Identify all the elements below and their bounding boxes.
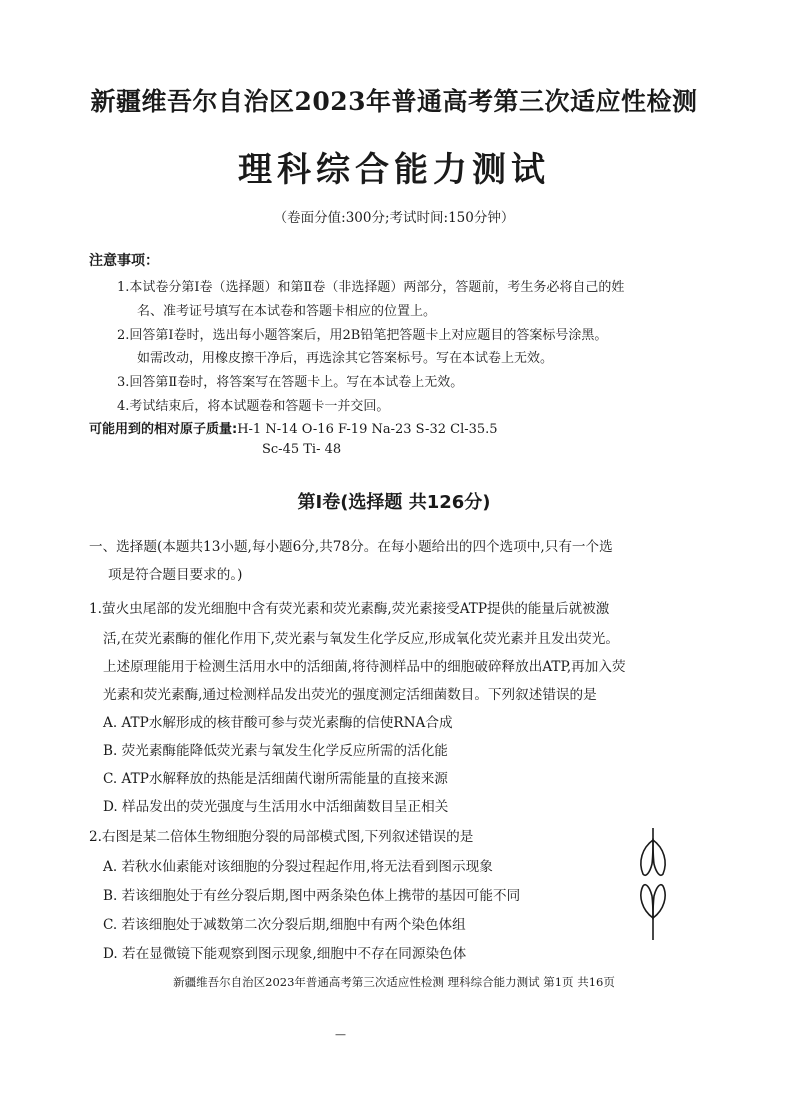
question-1-stem: 上述原理能用于检测生活用水中的活细菌,将待测样品中的细胞破碎释放出ATP,再加入荧	[103, 659, 626, 675]
section-instruction: 项是符合题目要求的。)	[108, 567, 243, 583]
question-1-option-a: A. ATP水解形成的核苷酸可参与荧光素酶的信使RNA合成	[103, 715, 453, 731]
chromosome-top	[641, 828, 665, 875]
atomic-masses-line1: H-1 N-14 O-16 F-19 Na-23 S-32 Cl-35.5	[237, 422, 498, 437]
section-title: 第Ⅰ卷(选择题 共126分)	[297, 492, 491, 513]
question-2-option-b: B. 若该细胞处于有丝分裂后期,图中两条染色体上携带的基因可能不同	[103, 888, 521, 904]
question-2-stem: 2.右图是某二倍体生物细胞分裂的局部模式图,下列叙述错误的是	[89, 829, 474, 845]
exam-title: 新疆维吾尔自治区2023年普通高考第三次适应性检测	[90, 87, 698, 116]
exam-info: （卷面分值:300分;考试时间:150分钟）	[273, 210, 515, 226]
note-item: 4.考试结束后，将本试题卷和答题卡一并交回。	[117, 399, 390, 414]
question-1-option-d: D. 样品发出的荧光强度与生活用水中活细菌数目呈正相关	[103, 799, 449, 815]
note-item: 2.回答第Ⅰ卷时，选出每小题答案后，用2B铅笔把答题卡上对应题目的答案标号涂黑。	[117, 328, 608, 343]
question-1-option-c: C. ATP水解释放的热能是活细菌代谢所需能量的直接来源	[103, 771, 448, 787]
question-1-stem: 光素和荧光素酶,通过检测样品发出荧光的强度测定活细菌数目。下列叙述错误的是	[103, 687, 597, 703]
page-mark: —	[335, 1028, 346, 1041]
page-footer: 新疆维吾尔自治区2023年普通高考第三次适应性检测 理科综合能力测试 第1页 共16页	[173, 975, 615, 989]
question-1-stem: 活,在荧光素酶的催化作用下,荧光素与氧发生化学反应,形成氧化荧光素并且发出荧光。	[103, 631, 619, 647]
question-2-option-a: A. 若秋水仙素能对该细胞的分裂过程起作用,将无法看到图示现象	[103, 859, 493, 875]
chromosome-diagram	[628, 826, 678, 946]
atomic-masses-label: 可能用到的相对原子质量:	[89, 422, 238, 437]
exam-subject-title: 理科综合能力测试	[238, 150, 550, 190]
notes-heading: 注意事项：	[89, 253, 159, 269]
question-2-option-c: C. 若该细胞处于减数第二次分裂后期,细胞中有两个染色体组	[103, 917, 466, 933]
chromosome-bottom	[641, 885, 665, 940]
question-1-option-b: B. 荧光素酶能降低荧光素与氧发生化学反应所需的活化能	[103, 743, 448, 759]
atomic-masses	[89, 418, 498, 437]
note-item: 如需改动，用橡皮擦干净后，再选涂其它答案标号。写在本试卷上无效。	[137, 351, 554, 366]
question-1-stem: 1.萤火虫尾部的发光细胞中含有荧光素和荧光素酶,荧光素接受ATP提供的能量后就被激	[89, 601, 610, 617]
atomic-masses-line2: Sc-45 Ti- 48	[262, 442, 342, 457]
note-item: 1.本试卷分第Ⅰ卷（选择题）和第Ⅱ卷（非选择题）两部分，答题前，考生务必将自己的姓	[117, 280, 625, 295]
section-instruction: 一、选择题(本题共13小题,每小题6分,共78分。在每小题给出的四个选项中,只有一个选	[89, 539, 613, 555]
question-2-option-d: D. 若在显微镜下能观察到图示现象,细胞中不存在同源染色体	[103, 946, 467, 962]
note-item: 3.回答第Ⅱ卷时，将答案写在答题卡上。写在本试卷上无效。	[117, 375, 464, 390]
note-item: 名、准考证号填写在本试卷和答题卡相应的位置上。	[137, 304, 437, 319]
